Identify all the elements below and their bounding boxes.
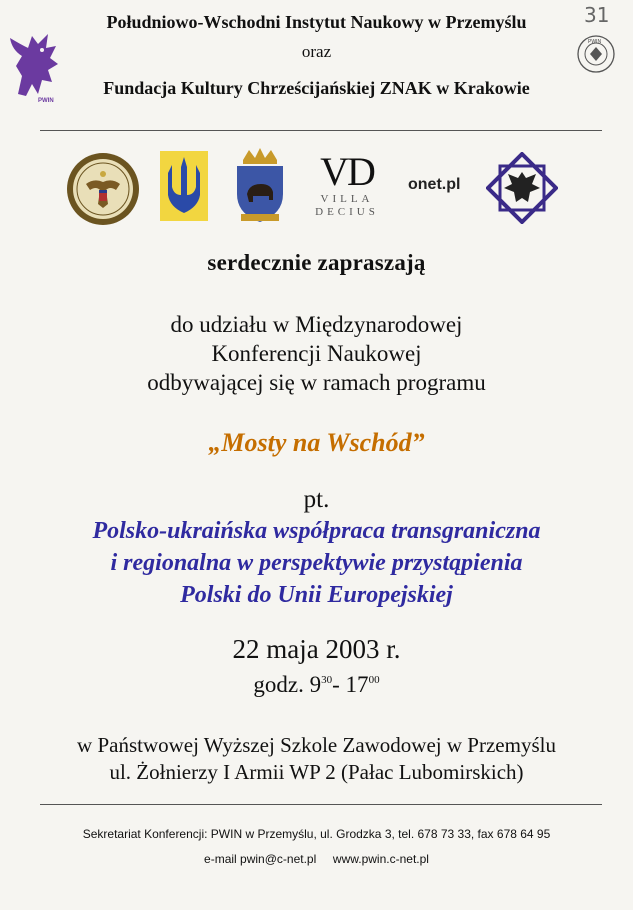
program-name: „Mosty na Wschód” bbox=[208, 428, 425, 457]
topic-line-3: Polski do Unii Europejskiej bbox=[180, 582, 453, 608]
time-start-minutes: 30 bbox=[321, 674, 333, 686]
logo-ukraine bbox=[160, 151, 208, 221]
eagle-icon bbox=[486, 152, 558, 224]
body-line-1: do udziału w Międzynarodowej bbox=[170, 312, 463, 337]
villa-decius-line1: VILLA bbox=[320, 193, 374, 205]
invitation-heading: serdecznie zapraszają bbox=[207, 250, 426, 275]
topic-line-2: i regionalna w perspektywie przystąpienia bbox=[110, 550, 523, 576]
time-end-minutes: 00 bbox=[368, 674, 380, 686]
coat-of-arms-icon bbox=[233, 148, 287, 226]
handwritten-page-number: 31 bbox=[584, 3, 610, 27]
villa-decius-line2: DECIUS bbox=[315, 206, 379, 218]
institute-stamp bbox=[576, 34, 616, 74]
logo-eagle bbox=[486, 152, 558, 224]
place-line-1: w Państwowej Wyższej Szkole Zawodowej w Przemyślu bbox=[77, 733, 556, 757]
topic-line-1: Polsko-ukraińska współpraca transgraniczna bbox=[92, 518, 541, 544]
logo-onet: onet.pl bbox=[408, 176, 461, 193]
pt-label: pt. bbox=[303, 486, 330, 513]
bottom-divider bbox=[40, 804, 602, 805]
body-line-2: Konferencji Naukowej bbox=[211, 341, 422, 366]
stamp-text: PWIN bbox=[588, 39, 602, 45]
connector-text: oraz bbox=[301, 42, 332, 61]
conference-date: 22 maja 2003 r. bbox=[232, 634, 401, 664]
us-seal-icon bbox=[66, 152, 140, 226]
logo-przemysl bbox=[233, 148, 287, 226]
time-prefix: godz. 9 bbox=[253, 672, 322, 697]
villa-decius-mark: VD bbox=[320, 149, 374, 194]
place-line-2: ul. Żołnierzy I Armii WP 2 (Pałac Lubomirskich) bbox=[109, 760, 524, 784]
logo-villa-decius bbox=[310, 149, 384, 222]
logo-us-seal bbox=[66, 152, 140, 226]
organizer-2: Fundacja Kultury Chrześcijańskiej ZNAK w Krakowie bbox=[103, 78, 530, 98]
trident-icon bbox=[160, 151, 208, 221]
time-separator: - 17 bbox=[332, 672, 369, 697]
body-line-3: odbywającej się w ramach programu bbox=[147, 370, 486, 395]
secretariat-info: Sekretariat Konferencji: PWIN w Przemyślu, ul. Grodzka 3, tel. 678 73 33, fax 678 64 95 bbox=[82, 827, 551, 841]
conference-time bbox=[0, 672, 633, 698]
organizer-1: Południowo-Wschodni Instytut Naukowy w Przemyślu bbox=[106, 12, 527, 32]
contact-info: e-mail pwin@c-net.pl www.pwin.c-net.pl bbox=[204, 852, 429, 866]
top-divider bbox=[40, 130, 602, 131]
pwin-logo-text: PWIN bbox=[38, 98, 54, 104]
